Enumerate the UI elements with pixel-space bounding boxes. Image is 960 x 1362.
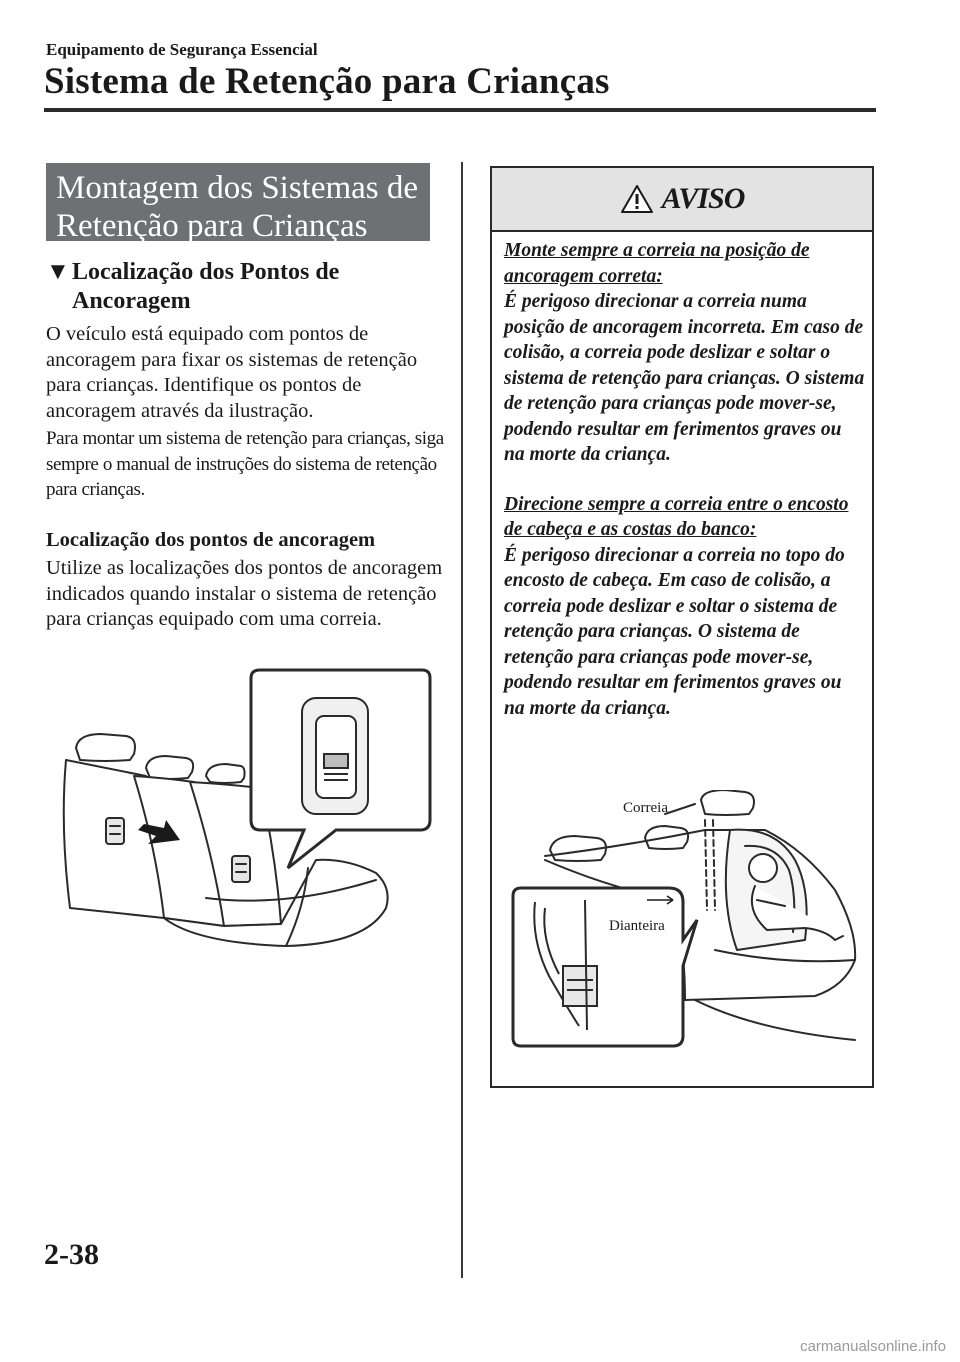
spacer — [504, 468, 866, 492]
intro-paragraph: O veículo está equipado com pontos de ancoragem para fixar os sistemas de retenção para crianças. Identifique os pontos de ancoragem através da ilustração. — [46, 323, 418, 422]
section-title-line2: Retenção para Crianças — [56, 208, 368, 244]
subheading-line2: Ancoragem — [72, 288, 191, 314]
warning-body — [504, 238, 866, 721]
anchor-location-title: Localização dos pontos de ancoragem — [46, 529, 376, 551]
warning-1-text: É perigoso direcionar a correia numa posição de ancoragem incorreta. Em caso de colisão, a correia pode deslizar e soltar o sistema de retenção para crianças. O sistema de retenção para crianças pode mover-se, podendo resultar em ferimentos graves ou na morte da criança. — [504, 291, 865, 465]
anchor-location-text: Utilize as localizações dos pontos de ancoragem indicados quando instalar o sistema de retenção para crianças equipado com uma correia. — [46, 557, 443, 630]
section-title-box — [46, 163, 430, 244]
warning-2-heading: Direcione sempre a correia entre o encosto de cabeça e as costas do banco: — [504, 493, 849, 540]
triangle-down-icon: ▼ — [46, 259, 70, 285]
subheading-line1: Localização dos Pontos de — [72, 259, 340, 285]
page-title: Sistema de Retenção para Crianças — [44, 61, 610, 102]
page-number: 2-38 — [44, 1238, 99, 1271]
watermark: carmanualsonline.info — [800, 1338, 946, 1355]
subheading — [46, 258, 446, 316]
child-seat-illustration — [505, 790, 865, 1070]
header-rule — [44, 108, 876, 112]
strap-label: Correia — [623, 800, 668, 816]
header-section-label: Equipamento de Segurança Essencial — [46, 40, 318, 59]
front-label: Dianteira — [609, 918, 665, 934]
column-divider — [461, 162, 463, 1278]
rear-seat-illustration — [46, 668, 436, 958]
instruction-paragraph: Para montar um sistema de retenção para crianças, siga sempre o manual de instruções do sistema de retenção para crianças. — [46, 428, 444, 500]
warning-title: AVISO — [661, 182, 745, 215]
warning-2-text: É perigoso direcionar a correia no topo do encosto de cabeça. Em caso de colisão, a correia pode deslizar e soltar o sistema de retenção para crianças. O sistema de retenção para crianças pode mover-se, podendo resultar em ferimentos graves ou na morte da criança. — [504, 544, 845, 719]
warning-triangle-icon — [620, 184, 654, 214]
section-title-line1: Montagem dos Sistemas de — [56, 170, 419, 206]
warning-1-heading: Monte sempre a correia na posição de ancoragem correta: — [504, 240, 810, 287]
warning-header — [492, 168, 872, 232]
